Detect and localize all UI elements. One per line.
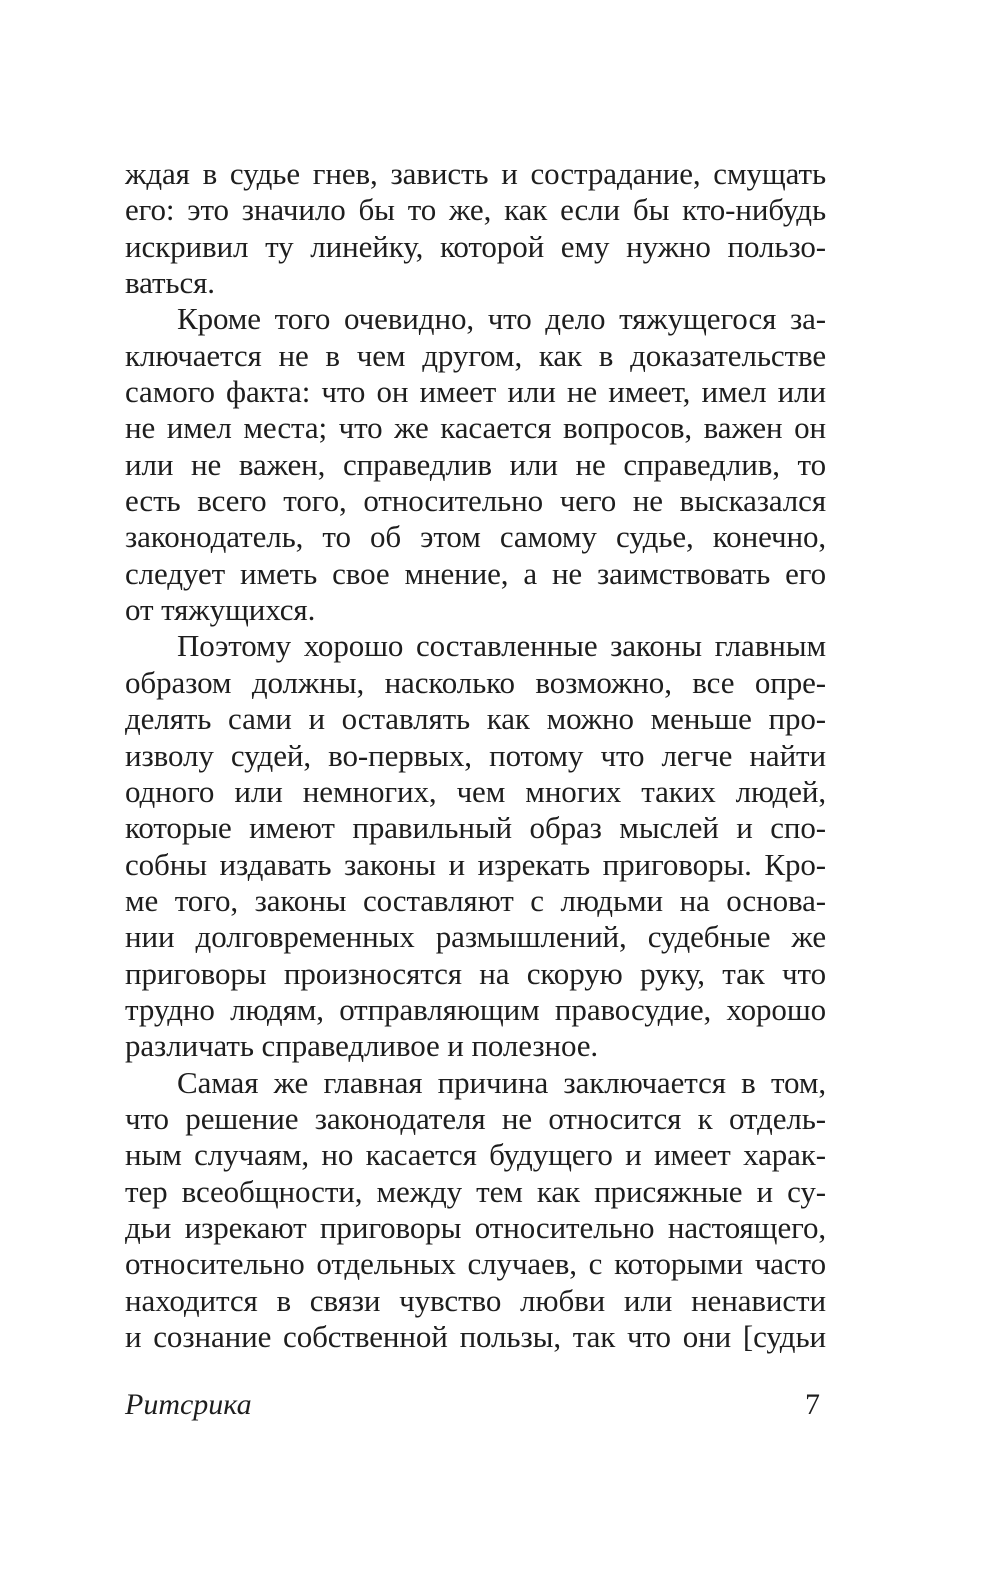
text-line: не имел места; что же касается вопросов, важен он	[125, 410, 826, 446]
paragraph-first-line: Самая же главная причина заключается в том,	[177, 1064, 826, 1100]
text-line: одного или немногих, чем многих таких людей,	[125, 773, 826, 809]
text-line: тер всеобщности, между тем как присяжные и су-	[125, 1173, 826, 1209]
text-line: следует иметь свое мнение, а не заимствовать его	[125, 555, 826, 591]
text-line: ключается не в чем другом, как в доказательстве	[125, 337, 826, 373]
text-line: ждая в судье гнев, зависть и сострадание, смущать	[125, 156, 826, 191]
text-line: приговоры произносятся на скорую руку, так что	[125, 955, 826, 991]
page-number: 7	[805, 1388, 820, 1421]
text-line: ным случаям, но касается будущего и имеет харак-	[125, 1137, 826, 1173]
text-line: ваться.	[125, 265, 215, 301]
paragraph-first-line: Кроме того очевидно, что дело тяжущегося за-	[177, 301, 826, 337]
text-line: искривил ту линейку, которой ему нужно пользо-	[125, 228, 826, 264]
text-line: самого факта: что он имеет или не имеет, имел или	[125, 374, 826, 410]
page-footer	[125, 1388, 826, 1428]
text-line: есть всего того, относительно чего не высказался	[125, 483, 826, 519]
text-line: различать справедливое и полезное.	[125, 1028, 599, 1064]
text-line: дьи изрекают приговоры относительно настоящего,	[125, 1209, 826, 1245]
text-line: законодатель, то об этом самому судье, конечно,	[125, 519, 826, 555]
text-line: его: это значило бы то же, как если бы кто-нибудь	[125, 192, 826, 228]
body-text	[125, 156, 826, 1355]
paragraph-first-line: Поэтому хорошо составленные законы главным	[177, 628, 826, 664]
text-line: находится в связи чувство любви или ненависти	[125, 1282, 826, 1318]
text-line: изволу судей, во-первых, потому что легче найти	[125, 737, 826, 773]
text-line: относительно отдельных случаев, с которыми часто	[125, 1246, 826, 1282]
text-line: от тяжущихся.	[125, 592, 316, 628]
text-line: трудно людям, отправляющим правосудие, хорошо	[125, 991, 826, 1027]
text-line: ме того, законы составляют с людьми на основа-	[125, 882, 826, 918]
text-line: нии долговременных размышлений, судебные же	[125, 919, 826, 955]
text-line: которые имеют правильный образ мыслей и спо-	[125, 810, 826, 846]
text-line: что решение законодателя не относится к отдель-	[125, 1100, 826, 1136]
text-line: делять сами и оставлять как можно меньше про-	[125, 701, 826, 737]
text-line: собны издавать законы и изрекать приговоры. Кро-	[125, 846, 826, 882]
text-line: образом должны, насколько возможно, все опре-	[125, 664, 826, 700]
text-line: или не важен, справедлив или не справедлив, то	[125, 446, 826, 482]
running-title: Ритсрика	[125, 1388, 252, 1421]
text-line: и сознание собственной пользы, так что они [судьи	[125, 1319, 826, 1354]
